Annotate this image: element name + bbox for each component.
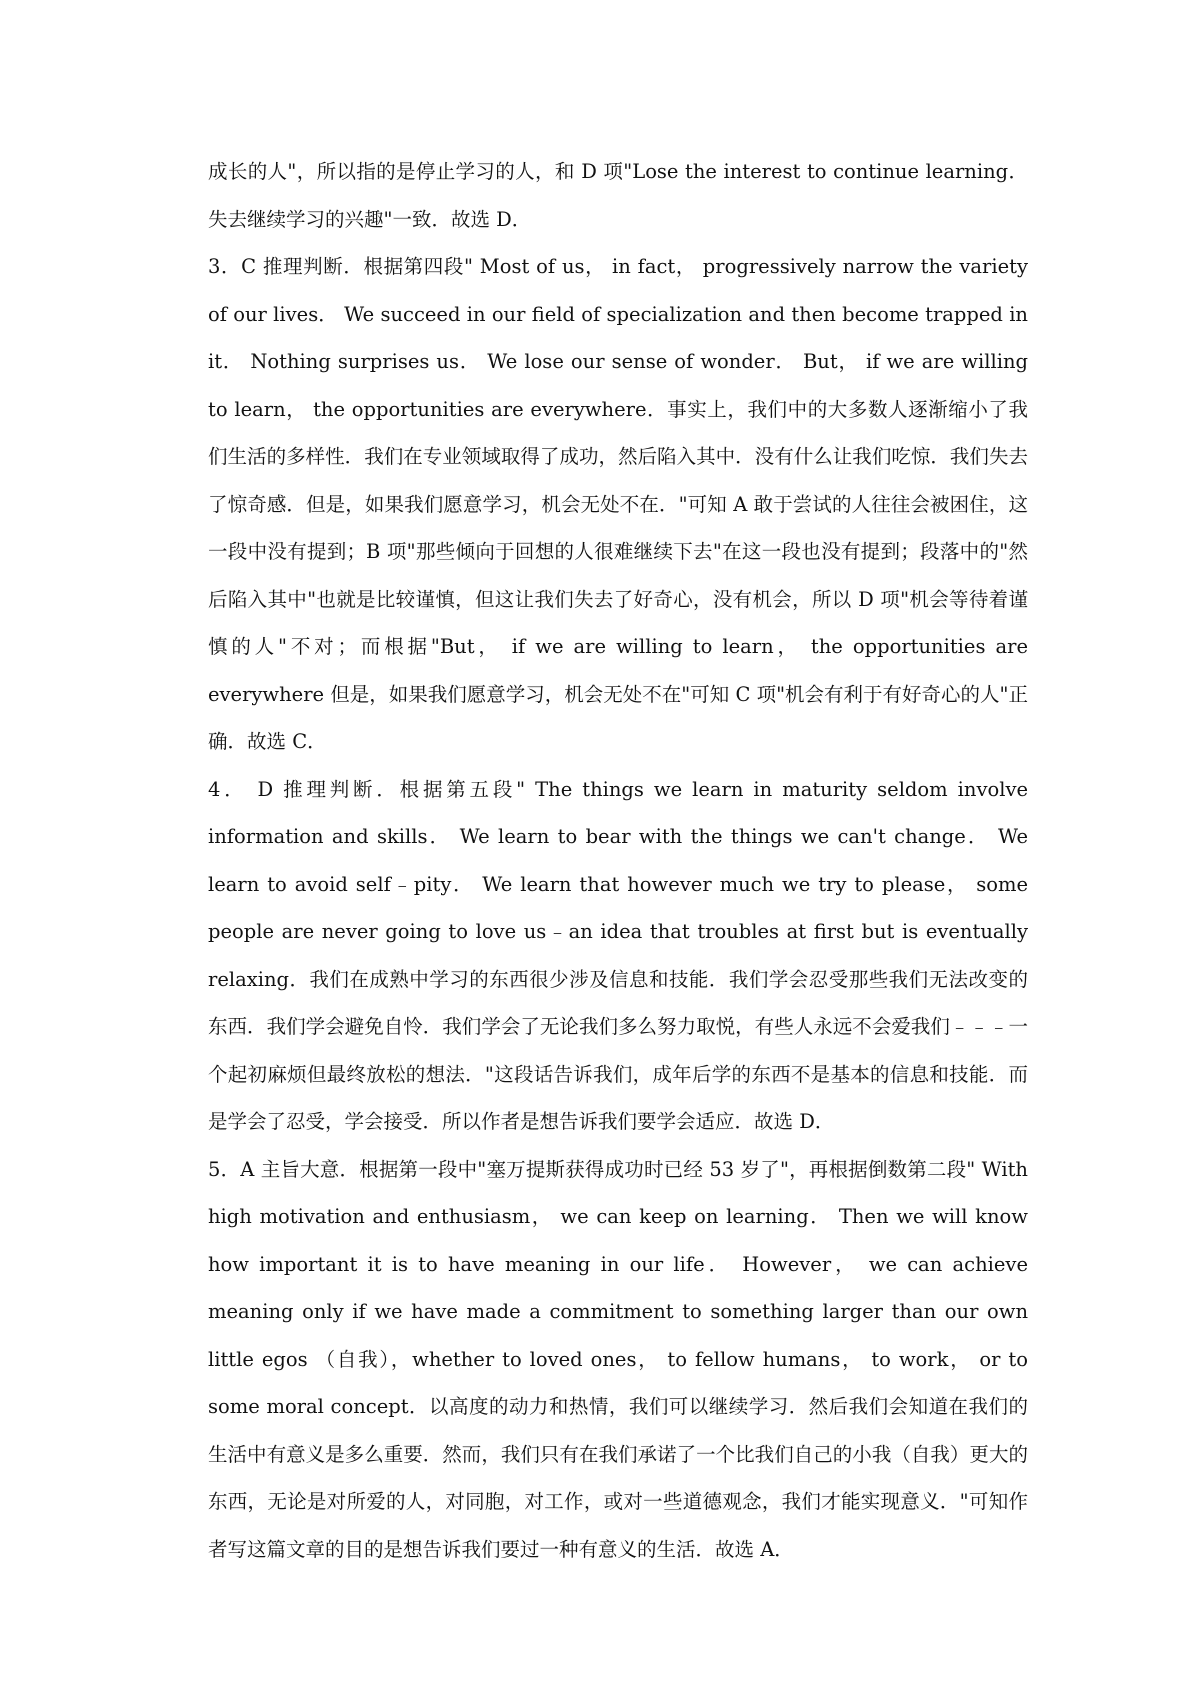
explanation-q2-continued: 成长的人"，所以指的是停止学习的人，和 D 项"Lose the interest to continue learning．失去继续学习的兴趣"一致．故选 D． [208, 160, 1028, 231]
explanation-q5: 5．A 主旨大意．根据第一段中"塞万提斯获得成功时已经 53 岁了"，再根据倒数第二段" With high motivation and enthusiasm， we can keep on learning． Then we will know how important it is to have meaning in our life． However， we can achieve meaning only if we have made a commitment to something larger than our own little egos （自我），whether to loved ones， to fellow humans， to work， or to some moral concept．以高度的动力和热情，我们可以继续学习．然后我们会知道在我们的生活中有意义是多么重要．然而，我们只有在我们承诺了一个比我们自己的小我（自我）更大的东西，无论是对所爱的人，对同胞，对工作，或对一些道德观念，我们才能实现意义．"可知作者写这篇文章的目的是想告诉我们要过一种有意义的生活．故选 A． [208, 1157, 1028, 1561]
answer-explanations [208, 148, 1028, 1573]
explanation-q3: 3．C 推理判断．根据第四段" Most of us， in fact， progressively narrow the variety of our lives． We succeed in our field of specialization and then become trapped in it． Nothing surprises us． We lose our sense of wonder． But， if we are willing to learn， the opportunities are everywhere．事实上，我们中的大多数人逐渐缩小了我们生活的多样性．我们在专业领域取得了成功，然后陷入其中．没有什么让我们吃惊．我们失去了惊奇感．但是，如果我们愿意学习，机会无处不在．"可知 A 敢于尝试的人往往会被困住，这一段中没有提到；B 项"那些倾向于回想的人很难继续下去"在这一段也没有提到；段落中的"然后陷入其中"也就是比较谨慎，但这让我们失去了好奇心，没有机会，所以 D 项"机会等待着谨慎的人"不对；而根据"But， if we are willing to learn， the opportunities are everywhere 但是，如果我们愿意学习，机会无处不在"可知 C 项"机会有利于有好奇心的人"正确．故选 C． [208, 255, 1029, 753]
explanation-q4: 4． D 推理判断．根据第五段" The things we learn in maturity seldom involve information and skills． We learn to bear with the things we can't change． We learn to avoid self﹣pity． We learn that however much we try to please， some people are never going to love us﹣an idea that troubles at first but is eventually relaxing．我们在成熟中学习的东西很少涉及信息和技能．我们学会忍受那些我们无法改变的东西．我们学会避免自怜．我们学会了无论我们多么努力取悦，有些人永远不会爱我们﹣﹣﹣一个起初麻烦但最终放松的想法．"这段话告诉我们，成年后学的东西不是基本的信息和技能．而是学会了忍受，学会接受．所以作者是想告诉我们要学会适应．故选 D． [208, 777, 1028, 1133]
